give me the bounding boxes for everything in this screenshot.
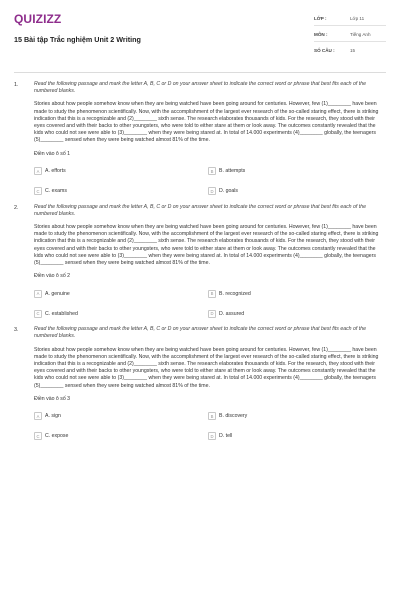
option-letter-box: D bbox=[208, 432, 216, 440]
option-b[interactable] bbox=[208, 289, 382, 298]
question-list bbox=[0, 81, 400, 441]
question-number: 1. bbox=[14, 82, 19, 88]
page-header bbox=[0, 0, 400, 66]
option-a[interactable] bbox=[34, 412, 208, 421]
option-text: A. efforts bbox=[45, 168, 66, 175]
option-letter-box: C bbox=[34, 310, 42, 318]
option-b[interactable] bbox=[208, 412, 382, 421]
option-letter-box: B bbox=[208, 290, 216, 298]
question-prompt: Điền vào ô số 2 bbox=[34, 273, 71, 280]
answer-options bbox=[34, 289, 382, 318]
option-text: D. assured bbox=[219, 310, 245, 317]
option-text: B. recognized bbox=[219, 290, 251, 297]
option-text: D. goals bbox=[219, 188, 239, 195]
option-b[interactable] bbox=[208, 167, 382, 176]
question-passage: Stories about how people somehow know when they are being watched have been going around for centuries. However, few (1)________ have been made to study the phenomenon scientifically. Now, with the accomplishment of the largest ever research of the so-called staring effect, there is striking indication that this is a recognizable and (2)________ sixth sense. The research elaborates thousands of kids. For the research, they stood with their eyes covered and with their backs to other youngsters, who were told to either stare at them or look away. The outcomes constantly revealed that the kids who could not see were able to (3)________ when they were being stared at. In total of 14.000 experiments (4)________ globally, the teenagers (5)________ sensed when they were being watched almost 81% of the time. bbox=[34, 101, 379, 144]
header-divider bbox=[14, 72, 386, 73]
option-text: B. discovery bbox=[219, 413, 248, 420]
option-letter-box: B bbox=[208, 412, 216, 420]
page-title: 15 Bài tập Trắc nghiệm Unit 2 Writing bbox=[14, 35, 141, 44]
question-body bbox=[34, 204, 386, 319]
question-number: 2. bbox=[14, 204, 19, 211]
option-text: D. tell bbox=[219, 433, 233, 440]
answer-options bbox=[34, 412, 382, 441]
meta-label: SỐ CÂU : bbox=[314, 48, 335, 53]
question-1 bbox=[14, 81, 386, 196]
option-d[interactable] bbox=[208, 309, 382, 318]
option-letter-box: A bbox=[34, 167, 42, 175]
option-c[interactable] bbox=[34, 309, 208, 318]
option-c[interactable] bbox=[34, 187, 208, 196]
option-text: B. attempts bbox=[219, 168, 246, 175]
meta-row-class bbox=[314, 14, 386, 26]
option-letter-box: A bbox=[34, 412, 42, 420]
option-c[interactable] bbox=[34, 432, 208, 441]
option-text: C. established bbox=[45, 310, 78, 317]
quizizz-logo: QUIZIZZ bbox=[14, 12, 62, 26]
option-text: C. expose bbox=[45, 433, 69, 440]
answer-options bbox=[34, 167, 382, 196]
question-number: 3. bbox=[14, 327, 19, 334]
question-prompt: Điền vào ô số 3 bbox=[34, 395, 71, 402]
question-prompt: Điền vào ô số 1 bbox=[34, 150, 71, 157]
option-text: A. sign bbox=[45, 413, 61, 420]
meta-label: MÔN : bbox=[314, 32, 328, 37]
meta-row-count bbox=[314, 46, 386, 58]
question-passage: Stories about how people somehow know when they are being watched have been going around for centuries. However, few (1)________ have been made to study the phenomenon scientifically. Now, with the accomplishment of the largest ever research of the so-called staring effect, there is striking indication that this is a recognizable and (2)________ sixth sense. The research elaborates thousands of kids. For the research, they stood with their eyes covered and with their backs to other youngsters, who were told to either stare at them or look away. The outcomes constantly revealed that the kids who could not see were able to (3)________ when they were being stared at. In total of 14.000 experiments (4)________ globally, the teenagers (5)________ sensed when they were being watched almost 81% of the time. bbox=[34, 224, 379, 267]
option-d[interactable] bbox=[208, 432, 382, 441]
question-3 bbox=[14, 326, 386, 441]
option-a[interactable] bbox=[34, 167, 208, 176]
option-d[interactable] bbox=[208, 187, 382, 196]
question-instruction: Read the following passage and mark the letter A, B, C or D on your answer sheet to indicate the correct word or phrase that best fits each of the numbered blanks. bbox=[34, 203, 366, 217]
option-a[interactable] bbox=[34, 289, 208, 298]
question-body bbox=[34, 326, 386, 441]
option-text: A. genuine bbox=[45, 290, 70, 297]
option-letter-box: D bbox=[208, 310, 216, 318]
meta-value: Lớp 11 bbox=[350, 16, 365, 21]
meta-row-subject bbox=[314, 30, 386, 42]
option-letter-box: B bbox=[208, 167, 216, 175]
option-letter-box: C bbox=[34, 432, 42, 440]
option-letter-box: C bbox=[34, 187, 42, 195]
option-letter-box: D bbox=[208, 187, 216, 195]
question-instruction: Read the following passage and mark the letter A, B, C or D on your answer sheet to indicate the correct word or phrase that best fits each of the numbered blanks. bbox=[34, 326, 366, 340]
meta-table bbox=[314, 14, 386, 62]
question-passage: Stories about how people somehow know when they are being watched have been going around for centuries. However, few (1)________ have been made to study the phenomenon scientifically. Now, with the accomplishment of the largest ever research of the so-called staring effect, there is striking indication that this is a recognizable and (2)________ sixth sense. The research elaborates thousands of kids. For the research, they stood with their eyes covered and with their backs to other youngsters, who were told to either stare at them or look away. The outcomes constantly revealed that the kids who could not see were able to (3)________ when they were being stared at. In total of 14.000 experiments (4)________ globally, the teenagers (5)________ sensed when they were being watched almost 81% of the time. bbox=[34, 346, 379, 389]
meta-label: LỚP : bbox=[314, 16, 327, 21]
option-text: C. exams bbox=[45, 188, 67, 195]
question-2 bbox=[14, 204, 386, 319]
question-body bbox=[34, 81, 386, 196]
meta-value: Tiếng Anh bbox=[350, 32, 371, 37]
meta-value: 15 bbox=[350, 48, 356, 53]
option-letter-box: A bbox=[34, 290, 42, 298]
question-instruction: Read the following passage and mark the letter A, B, C or D on your answer sheet to indicate the correct word or phrase that best fits each of the numbered blanks. bbox=[34, 81, 366, 95]
